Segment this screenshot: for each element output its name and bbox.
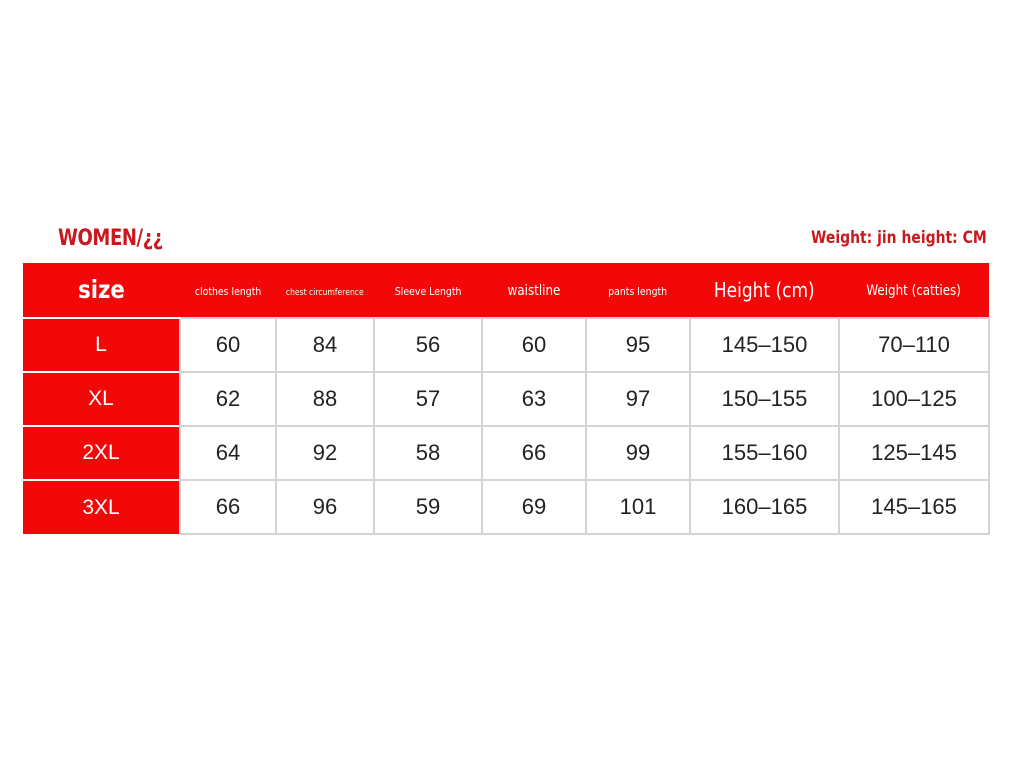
cell-sleeve-length: 57 [374, 372, 482, 426]
cell-waistline: 66 [482, 426, 586, 480]
cell-clothes-length: 64 [180, 426, 276, 480]
column-header-size: size [23, 263, 180, 318]
cell-weight: 125–145 [839, 426, 989, 480]
table-row [23, 480, 989, 534]
table-row [23, 372, 989, 426]
row-size-label: XL [23, 372, 180, 426]
cell-height: 150–155 [690, 372, 839, 426]
cell-clothes-length: 66 [180, 480, 276, 534]
cell-weight: 145–165 [839, 480, 989, 534]
table-row [23, 426, 989, 480]
cell-waistline: 63 [482, 372, 586, 426]
unit-note: Weight: jin height: CM [811, 228, 987, 248]
column-header-weight: Weight (catties) [839, 263, 989, 318]
cell-height: 155–160 [690, 426, 839, 480]
column-header-chest-circumference: chest circumference [276, 263, 374, 318]
cell-chest-circumference: 96 [276, 480, 374, 534]
cell-chest-circumference: 92 [276, 426, 374, 480]
table-row [23, 318, 989, 372]
cell-sleeve-length: 59 [374, 480, 482, 534]
column-header-height: Height (cm) [690, 263, 839, 318]
table-header-row [23, 263, 989, 318]
cell-clothes-length: 62 [180, 372, 276, 426]
row-size-label: L [23, 318, 180, 372]
column-header-clothes-length: clothes length [180, 263, 276, 318]
cell-pants-length: 97 [586, 372, 690, 426]
cell-clothes-length: 60 [180, 318, 276, 372]
cell-weight: 100–125 [839, 372, 989, 426]
page-title: WOMEN/¿¿ [58, 226, 163, 251]
cell-waistline: 60 [482, 318, 586, 372]
cell-sleeve-length: 58 [374, 426, 482, 480]
cell-height: 160–165 [690, 480, 839, 534]
cell-waistline: 69 [482, 480, 586, 534]
cell-sleeve-length: 56 [374, 318, 482, 372]
cell-weight: 70–110 [839, 318, 989, 372]
cell-pants-length: 95 [586, 318, 690, 372]
row-size-label: 3XL [23, 480, 180, 534]
column-header-sleeve-length: Sleeve Length [374, 263, 482, 318]
column-header-waistline: waistline [482, 263, 586, 318]
cell-height: 145–150 [690, 318, 839, 372]
size-chart-table [23, 263, 990, 535]
cell-pants-length: 99 [586, 426, 690, 480]
cell-pants-length: 101 [586, 480, 690, 534]
row-size-label: 2XL [23, 426, 180, 480]
cell-chest-circumference: 84 [276, 318, 374, 372]
column-header-pants-length: pants length [586, 263, 690, 318]
cell-chest-circumference: 88 [276, 372, 374, 426]
